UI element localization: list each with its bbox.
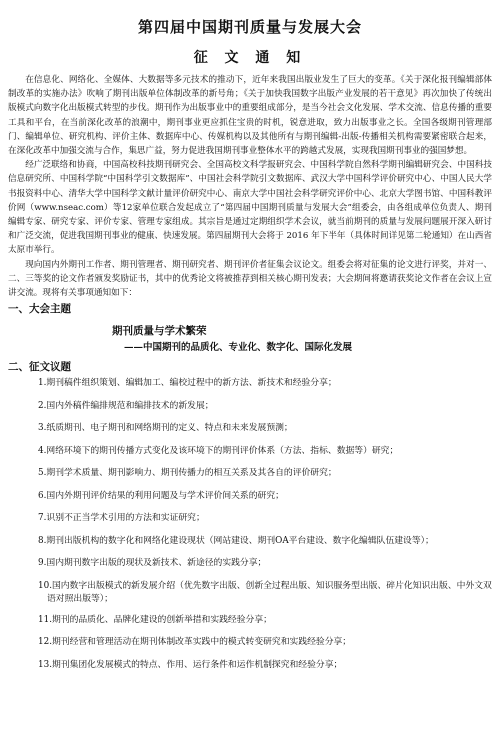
topic-item: 10.国内数字出版模式的新发展介绍（优先数字出版、创新全过程出版、知识服务型出版、碎片化知识出版、中外文双语对照出版等）； bbox=[38, 580, 492, 604]
topic-item: 13.期刊集团化发展模式的特点、作用、运行条件和运作机制探究和经验分享； bbox=[38, 659, 343, 670]
topic-item: 12.期刊经营和管理活动在期刊体制改革实践中的模式转变研究和实践经验分享； bbox=[38, 637, 352, 648]
topic-item: 2.国内外稿件编排规范和编排技术的新发展； bbox=[38, 400, 214, 411]
topic-item: 8.期刊出版机构的数字化和网络化建设现状（网站建设、期刊OA平台建设、数字化编辑队伍建设等）； bbox=[38, 535, 434, 546]
page-title: 第四届中国期刊质量与发展大会 bbox=[137, 18, 362, 36]
section-topics-heading: 二、征文议题 bbox=[8, 361, 71, 374]
topic-item: 11.期刊的品质化、品牌化建设的创新举措和实践经验分享； bbox=[38, 614, 272, 625]
topic-item: 7.识别不正当学术引用的方法和实证研究； bbox=[38, 513, 205, 524]
section-theme-heading: 一、大会主题 bbox=[8, 303, 71, 316]
intro-paragraph: 在信息化、网络化、全媒体、大数据等多元技术的推动下，近年来我国出版业发生了巨大的变革。《关于深化报刊编辑部体制改革的实施办法》吹响了期刊出版单位体制改革的新号角；《关于加快我国数字出版产业发展的若干意见》再次加快了传统出版模式向数字化出版模式转型的步伐。期刊作为出版事业中的重要组成部分，是当今社会文化发展、学术交流、信息传播的重要工具和平台，在当前深化改革的浪潮中，期刊事业更应抓住宝贵的时机，锐意进取，致力出版事业之长。全国各级期刊管理部门、编辑单位、研究机构、评价主体、数据库中心、传媒机构以及其他所有与期刊编辑-出版-传播相关机构需要紧密联合起来，在深化改革中加强交流与合作，集思广益，努力促进我国期刊事业整体水平的跨越式发展，实现我国期刊事业的强国梦想。 bbox=[8, 75, 492, 157]
topic-item: 6.国内外期刊评价结果的利用问题及与学术评价间关系的研究； bbox=[38, 490, 284, 501]
intro-body bbox=[8, 73, 492, 300]
conference-theme-subtitle: ——中国期刊的品质化、专业化、数字化、国际化发展 bbox=[124, 342, 353, 354]
topic-item: 3.纸质期刊、电子期刊和网络期刊的定义、特点和未来发展预测； bbox=[38, 423, 293, 434]
topic-list bbox=[8, 375, 492, 679]
call-paragraph: 现向国内外期刊工作者、期刊管理者、期刊研究者、期刊评价者征集会议论文。组委会将对征集的论文进行评奖，并对一、二、三等奖的论文作者颁发奖励证书，其中的优秀论文将被推荐到相关核心期刊发表；大会期间将邀请获奖论文作者在会议上宣讲交流。现将有关事项通知如下： bbox=[8, 259, 492, 299]
conference-theme: 期刊质量与学术繁荣 bbox=[112, 325, 207, 338]
topic-item: 4.网络环境下的期刊传播方式变化及该环境下的期刊评价体系（方法、指标、数据等）研究； bbox=[38, 445, 399, 456]
organizers-paragraph: 经广泛联络和协商，中国高校科技期刊研究会、全国高校文科学报研究会、中国科学院自然科学期刊编辑研究会、中国科技信息研究所、中国科学院“中国科学引文数据库”、中国社会科学院引文数据库、武汉大学中国科学评价研究中心、中国人民大学书报资料中心、清华大学中国科学文献计量评价研究中心、南京大学中国社会科学研究评价中心、北京大学图书馆、中国科教评价网（www.nseac.com）等12家单位联合发起成立了“第四届中国期刊质量与发展大会”组委会，由各组成单位负责人、期刊编辑专家、研究专家、评价专家、管理专家组成。其宗旨是通过定期组织学术会议，就当前期刊的质量与发展问题展开深入研讨和广泛交流，促进我国期刊事业的健康、快速发展。第四届期刊大会将于 2016 年下半年（具体时间详见第二轮通知）在山西省太原市举行。 bbox=[8, 160, 492, 256]
topic-item: 1.期刊稿件组织策划、编辑加工、编校过程中的新方法、新技术和经验分享； bbox=[38, 378, 337, 389]
topic-item: 5.期刊学术质量、期刊影响力、期刊传播力的相互关系及其各自的评价研究； bbox=[38, 468, 337, 479]
topic-item: 9.国内期刊数字出版的现状及新技术、新途径的实践分享； bbox=[38, 558, 267, 569]
page-subtitle: 征 文 通 知 bbox=[193, 50, 307, 66]
